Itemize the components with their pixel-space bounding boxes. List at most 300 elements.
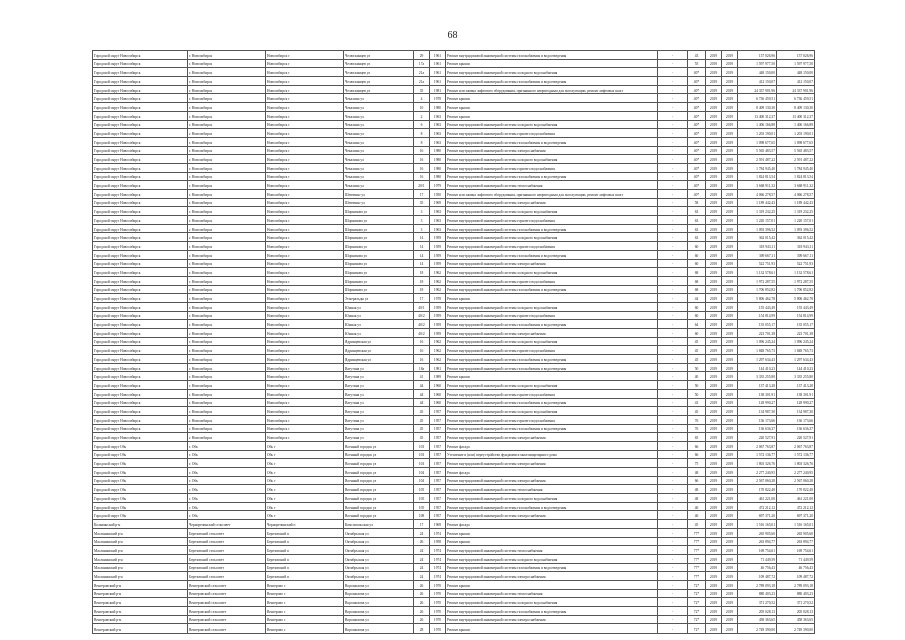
cell-municipality: Венгеровский р-н (93, 580, 188, 589)
cell-cost: 522 751,93 (738, 259, 777, 268)
cell-municipality: Городской округ Обь (93, 468, 188, 477)
cell-municipality: Городской округ Новосибирск (93, 346, 188, 355)
cell-wear: 72* (688, 607, 706, 616)
cell-wear: 40* (688, 129, 706, 138)
cell-locality: Новосибирск г (266, 294, 344, 303)
cell-street: Шорникова ул (344, 224, 414, 233)
cell-street: Чекалина ул (344, 146, 414, 155)
cell-year: 1963 (430, 120, 446, 129)
cell-settlement: г. Новосибирск (188, 242, 266, 251)
table-row (93, 337, 815, 346)
cell-end-year: 2019 (722, 615, 738, 624)
cell-work-type: Ремонт внутридомовой инженерной системы холодного водоснабжения (446, 120, 658, 129)
cell-cost-total: 1 093 396,52 (777, 224, 815, 233)
cell-cost-total: 1 203 190,01 (777, 129, 815, 138)
cell-year: 1959 (430, 329, 446, 338)
cell-street: Ворошилова ул (344, 624, 414, 634)
table-row (93, 163, 815, 172)
cell-start-year: 2019 (706, 511, 722, 520)
cell-municipality: Городской округ Новосибирск (93, 337, 188, 346)
cell-start-year: 2019 (706, 546, 722, 555)
cell-locality: Новосибирск г (266, 103, 344, 112)
cell-street: Чекалина ул (344, 137, 414, 146)
cell-street: Южная ул (344, 329, 414, 338)
cell-cost: 1 572 136,77 (738, 450, 777, 459)
cell-unit: - (658, 494, 688, 503)
cell-municipality: Городской округ Новосибирск (93, 381, 188, 390)
cell-cost: 1 803 326,76 (738, 459, 777, 468)
cell-cost-total: 880 403,23 (777, 589, 815, 598)
cell-locality: Новосибирск г (266, 285, 344, 294)
table-row (93, 441, 815, 450)
cell-cost-total: 1 132 578,61 (777, 268, 815, 277)
cell-house: 17а (414, 59, 430, 68)
cell-cost-total: 412 150,07 (777, 77, 815, 86)
cell-cost-total: 2 067 763,87 (777, 441, 815, 450)
cell-cost-total: 1 297 634,43 (777, 355, 815, 364)
cell-start-year: 2019 (706, 250, 722, 259)
cell-wear: 77* (688, 563, 706, 572)
cell-municipality: Маслянинский р-н (93, 554, 188, 563)
cell-street: Шевченко ул (344, 198, 414, 207)
cell-locality: Новосибирск г (266, 398, 344, 407)
cell-year: 1957 (430, 424, 446, 433)
cell-settlement: г. Новосибирск (188, 224, 266, 233)
cell-house: 21а (414, 77, 430, 86)
cell-cost-total: 1 098 677,65 (777, 137, 815, 146)
cell-start-year: 2019 (706, 572, 722, 581)
cell-cost: 5 806 462,78 (738, 294, 777, 303)
cell-street: Ватутина ул (344, 415, 414, 424)
cell-unit: - (658, 198, 688, 207)
cell-cost-total: 136 636,37 (777, 424, 815, 433)
cell-year: 1957 (430, 494, 446, 503)
cell-street: Шорникова ул (344, 216, 414, 225)
cell-end-year: 2019 (722, 163, 738, 172)
cell-street: Челюскинцев ул (344, 51, 414, 60)
cell-wear: 40* (688, 68, 706, 77)
cell-cost-total: 1 824 813,54 (777, 172, 815, 181)
cell-settlement: г. Новосибирск (188, 407, 266, 416)
cell-work-type: Ремонт внутридомовой инженерной системы холодного водоснабжения (446, 598, 658, 607)
cell-cost: 155 443,49 (738, 302, 777, 311)
table-row (93, 111, 815, 120)
cell-cost-total: 2 789 093,18 (777, 580, 815, 589)
cell-settlement: Венгеровский сельсовет (188, 598, 266, 607)
cell-house: 35 (414, 198, 430, 207)
cell-cost: 2 067 763,87 (738, 441, 777, 450)
cell-cost: 1 516 165,01 (738, 520, 777, 529)
cell-house: 105 (414, 494, 430, 503)
cell-unit: - (658, 363, 688, 372)
cell-municipality: Городской округ Новосибирск (93, 120, 188, 129)
cell-wear: 60 (688, 250, 706, 259)
cell-municipality: Городской округ Новосибирск (93, 433, 188, 442)
cell-end-year: 2019 (722, 363, 738, 372)
table-row (93, 485, 815, 494)
cell-year: 1978 (430, 94, 446, 103)
cell-street: Шевченко ул (344, 190, 414, 199)
cell-cost: 136 173,66 (738, 415, 777, 424)
cell-cost-total: 458 363,65 (777, 615, 815, 624)
cell-wear: 72* (688, 615, 706, 624)
cell-end-year: 2019 (722, 285, 738, 294)
cell-end-year: 2019 (722, 563, 738, 572)
cell-unit: - (658, 103, 688, 112)
cell-end-year: 2019 (722, 77, 738, 86)
cell-municipality: Городской округ Новосибирск (93, 59, 188, 68)
cell-end-year: 2019 (722, 233, 738, 242)
cell-year: 1981 (430, 363, 446, 372)
table-row (93, 476, 815, 485)
cell-start-year: 2019 (706, 607, 722, 616)
table-row (93, 302, 815, 311)
cell-end-year: 2019 (722, 450, 738, 459)
table-row (93, 242, 815, 251)
cell-start-year: 2019 (706, 146, 722, 155)
cell-house: 26 (414, 598, 430, 607)
cell-work-type: Ремонт внутридомовой инженерной системы газоснабжения и водоотведения (446, 51, 658, 60)
cell-end-year: 2019 (722, 51, 738, 60)
cell-municipality: Венгеровский р-н (93, 607, 188, 616)
cell-end-year: 2019 (722, 580, 738, 589)
cell-start-year: 2019 (706, 476, 722, 485)
cell-cost-total: 1 516 165,01 (777, 520, 815, 529)
table-row (93, 137, 815, 146)
cell-start-year: 2019 (706, 329, 722, 338)
cell-settlement: Венгеровский сельсовет (188, 589, 266, 598)
cell-wear: 43 (688, 398, 706, 407)
cell-start-year: 2019 (706, 502, 722, 511)
cell-unit: - (658, 511, 688, 520)
cell-cost-total: 1 972 287,55 (777, 276, 815, 285)
cell-start-year: 2019 (706, 407, 722, 416)
table-row (93, 181, 815, 190)
cell-end-year: 2019 (722, 268, 738, 277)
cell-street: Военный городок ул (344, 468, 414, 477)
cell-settlement: г. Новосибирск (188, 77, 266, 86)
cell-unit: - (658, 216, 688, 225)
cell-end-year: 2019 (722, 137, 738, 146)
cell-street: Чекалина ул (344, 163, 414, 172)
table-row (93, 355, 815, 364)
table-row (93, 172, 815, 181)
cell-cost: 134 987,30 (738, 407, 777, 416)
cell-unit: - (658, 624, 688, 634)
cell-start-year: 2019 (706, 589, 722, 598)
cell-cost: 1 297 634,43 (738, 355, 777, 364)
cell-house: 24 (414, 572, 430, 581)
cell-house: 24 (414, 546, 430, 555)
cell-wear: 77* (688, 572, 706, 581)
cell-end-year: 2019 (722, 146, 738, 155)
cell-cost-total: 3 335 255,80 (777, 372, 815, 381)
cell-start-year: 2019 (706, 294, 722, 303)
cell-street: Чекалина ул (344, 172, 414, 181)
cell-start-year: 2019 (706, 51, 722, 60)
cell-municipality: Городской округ Новосибирск (93, 103, 188, 112)
cell-wear: 68 (688, 268, 706, 277)
cell-cost-total: 1 406 166,88 (777, 120, 815, 129)
cell-settlement: г. Обь (188, 476, 266, 485)
cell-settlement: г. Новосибирск (188, 59, 266, 68)
cell-cost: 144 410,23 (738, 363, 777, 372)
cell-settlement: г. Новосибирск (188, 424, 266, 433)
cell-unit: - (658, 476, 688, 485)
cell-municipality: Городской округ Новосибирск (93, 181, 188, 190)
cell-street: Ватутина ул (344, 433, 414, 442)
cell-end-year: 2019 (722, 407, 738, 416)
cell-unit: - (658, 580, 688, 589)
cell-locality: Новосибирск г (266, 137, 344, 146)
cell-start-year: 2019 (706, 276, 722, 285)
cell-house: 40/2 (414, 311, 430, 320)
cell-cost: 136 636,37 (738, 424, 777, 433)
cell-year: 1970 (430, 615, 446, 624)
cell-cost: 318 943,11 (738, 242, 777, 251)
cell-settlement: г. Новосибирск (188, 190, 266, 199)
cell-end-year: 2019 (722, 346, 738, 355)
cell-cost-total: 4 066 278,57 (777, 190, 815, 199)
cell-year: 1981 (430, 85, 446, 94)
cell-unit: - (658, 59, 688, 68)
cell-start-year: 2019 (706, 355, 722, 364)
cell-street: Чекалина ул (344, 94, 414, 103)
cell-year: 1959 (430, 233, 446, 242)
table-row (93, 320, 815, 329)
cell-house: 10 (414, 103, 430, 112)
table-row (93, 346, 815, 355)
cell-work-type: Ремонт внутридомовой инженерной системы электроснабжения (446, 146, 658, 155)
cell-year: 1974 (430, 546, 446, 555)
cell-locality: Венгерово с (266, 589, 344, 598)
table-row (93, 407, 815, 416)
cell-start-year: 2019 (706, 624, 722, 634)
cell-work-type: Ремонт внутридомовой инженерной системы холодного водоснабжения (446, 207, 658, 216)
cell-cost-total: 13 400 312,37 (777, 111, 815, 120)
cell-start-year: 2019 (706, 155, 722, 164)
cell-cost: 265 905,60 (738, 528, 777, 537)
table-row (93, 155, 815, 164)
cell-municipality: Городской округ Новосибирск (93, 407, 188, 416)
cell-settlement: г. Новосибирск (188, 129, 266, 138)
cell-locality: Венгерово с (266, 615, 344, 624)
cell-unit: - (658, 468, 688, 477)
cell-locality: Новосибирск г (266, 146, 344, 155)
cell-street: Военный городок ул (344, 502, 414, 511)
cell-cost-total: 71 449,59 (777, 554, 815, 563)
cell-start-year: 2019 (706, 242, 722, 251)
cell-start-year: 2019 (706, 207, 722, 216)
cell-house: 17 (414, 520, 430, 529)
cell-cost-total: 362 015,42 (777, 233, 815, 242)
cell-end-year: 2019 (722, 468, 738, 477)
cell-cost-total: 1 803 326,76 (777, 459, 815, 468)
cell-cost-total: 472 212,12 (777, 502, 815, 511)
cell-unit: - (658, 190, 688, 199)
table-row (93, 233, 815, 242)
cell-start-year: 2019 (706, 398, 722, 407)
cell-municipality: Городской округ Новосибирск (93, 51, 188, 60)
cell-year: 1950 (430, 190, 446, 199)
cell-settlement: Березовский сельсовет (188, 563, 266, 572)
cell-unit: - (658, 441, 688, 450)
cell-year: 1962 (430, 276, 446, 285)
cell-locality: Новосибирск г (266, 389, 344, 398)
cell-start-year: 2019 (706, 459, 722, 468)
cell-unit: - (658, 459, 688, 468)
cell-start-year: 2019 (706, 302, 722, 311)
cell-year: 1963 (430, 224, 446, 233)
cell-municipality: Городской округ Новосибирск (93, 311, 188, 320)
table-row (93, 459, 815, 468)
cell-municipality: Городской округ Новосибирск (93, 259, 188, 268)
cell-locality: Новосибирск г (266, 372, 344, 381)
cell-unit: - (658, 407, 688, 416)
cell-municipality: Городской округ Новосибирск (93, 285, 188, 294)
table-row (93, 190, 815, 199)
cell-house: 16 (414, 155, 430, 164)
cell-settlement: г. Новосибирск (188, 146, 266, 155)
cell-house: 16 (414, 337, 430, 346)
cell-work-type: Ремонт внутридомовой инженерной системы холодного водоснабжения (446, 268, 658, 277)
cell-settlement: г. Новосибирск (188, 398, 266, 407)
cell-wear: 50 (688, 363, 706, 372)
cell-end-year: 2019 (722, 68, 738, 77)
cell-street: Ворошилова ул (344, 607, 414, 616)
table-row (93, 433, 815, 442)
cell-work-type: Ремонт внутридомовой инженерной системы горячего водоснабжения (446, 276, 658, 285)
cell-unit: - (658, 320, 688, 329)
cell-settlement: г. Новосибирск (188, 68, 266, 77)
cell-work-type: Ремонт крыши (446, 103, 658, 112)
cell-municipality: Венгеровский р-н (93, 598, 188, 607)
cell-work-type: Ремонт внутридомовой инженерной системы теплоснабжения (446, 485, 658, 494)
cell-unit: - (658, 450, 688, 459)
cell-street: Ватутина ул (344, 389, 414, 398)
cell-settlement: г. Новосибирск (188, 363, 266, 372)
table-row (93, 502, 815, 511)
cell-work-type: Ремонт внутридомовой инженерной системы электроснабжения (446, 433, 658, 442)
cell-cost: 1 848 765,73 (738, 346, 777, 355)
cell-wear: 43 (688, 51, 706, 60)
cell-street: Чекалина ул (344, 181, 414, 190)
cell-locality: Обь г (266, 441, 344, 450)
cell-end-year: 2019 (722, 259, 738, 268)
cell-municipality: Городской округ Новосибирск (93, 294, 188, 303)
cell-year: 1959 (430, 302, 446, 311)
cell-street: Чекалина ул (344, 120, 414, 129)
cell-end-year: 2019 (722, 129, 738, 138)
cell-locality: Новосибирск г (266, 77, 344, 86)
cell-street: Октябрьская ул (344, 537, 414, 546)
table-row (93, 511, 815, 520)
cell-street: Ватутина ул (344, 363, 414, 372)
cell-house: 16 (414, 146, 430, 155)
cell-year: 1957 (430, 433, 446, 442)
cell-locality: Новосибирск г (266, 198, 344, 207)
cell-municipality: Городской округ Обь (93, 485, 188, 494)
cell-end-year: 2019 (722, 242, 738, 251)
cell-cost-total: 2 749 390,00 (777, 624, 815, 634)
cell-wear: 46 (688, 502, 706, 511)
cell-street: Военный городок ул (344, 441, 414, 450)
cell-start-year: 2019 (706, 181, 722, 190)
cell-settlement: г. Обь (188, 494, 266, 503)
cell-settlement: Венгеровский сельсовет (188, 624, 266, 634)
cell-house: 17 (414, 190, 430, 199)
cell-municipality: Городской округ Обь (93, 511, 188, 520)
cell-house: 18а (414, 363, 430, 372)
cell-wear: 40 (688, 372, 706, 381)
cell-unit: - (658, 137, 688, 146)
cell-settlement: г. Обь (188, 468, 266, 477)
cell-year: 1969 (430, 198, 446, 207)
cell-settlement: Черноречинский сельсовет (188, 520, 266, 529)
cell-unit: - (658, 572, 688, 581)
cell-settlement: г. Обь (188, 485, 266, 494)
cell-locality: Березовский п (266, 546, 344, 555)
cell-year: 1974 (430, 563, 446, 572)
table-row (93, 424, 815, 433)
cell-municipality: Городской округ Новосибирск (93, 94, 188, 103)
cell-settlement: г. Новосибирск (188, 415, 266, 424)
cell-start-year: 2019 (706, 485, 722, 494)
cell-end-year: 2019 (722, 607, 738, 616)
cell-unit: - (658, 111, 688, 120)
cell-cost: 1 093 396,52 (738, 224, 777, 233)
cell-locality: Новосибирск г (266, 259, 344, 268)
cell-unit: - (658, 607, 688, 616)
cell-unit: - (658, 528, 688, 537)
cell-end-year: 2019 (722, 103, 738, 112)
cell-locality: Новосибирск г (266, 363, 344, 372)
cell-street: Военный городок ул (344, 511, 414, 520)
cell-wear: 63 (688, 224, 706, 233)
cell-work-type: Ремонт внутридомовой инженерной системы горячего водоснабжения (446, 346, 658, 355)
cell-unit: - (658, 589, 688, 598)
cell-municipality: Городской округ Новосибирск (93, 216, 188, 225)
cell-work-type: Ремонт крыши (446, 624, 658, 634)
cell-start-year: 2019 (706, 216, 722, 225)
cell-unit: - (658, 224, 688, 233)
cell-year: 1959 (430, 320, 446, 329)
cell-work-type: Ремонт крыши (446, 94, 658, 103)
cell-locality: Новосибирск г (266, 250, 344, 259)
cell-municipality: Городской округ Обь (93, 502, 188, 511)
cell-unit: - (658, 381, 688, 390)
cell-year: 1970 (430, 607, 446, 616)
cell-unit: - (658, 294, 688, 303)
cell-locality: Новосибирск г (266, 129, 344, 138)
cell-unit: - (658, 242, 688, 251)
cell-work-type: Ремонт внутридомовой инженерной системы газоснабжения и водоотведения (446, 355, 658, 364)
cell-year: 1979 (430, 181, 446, 190)
table-row (93, 59, 815, 68)
cell-house: 6 (414, 120, 430, 129)
cell-locality: Новосибирск г (266, 433, 344, 442)
table-row (93, 563, 815, 572)
cell-start-year: 2019 (706, 85, 722, 94)
cell-municipality: Маслянинский р-н (93, 572, 188, 581)
cell-settlement: г. Новосибирск (188, 285, 266, 294)
cell-street: Чекалина ул (344, 155, 414, 164)
cell-unit: - (658, 163, 688, 172)
cell-wear: 45 (688, 337, 706, 346)
cell-municipality: Городской округ Новосибирск (93, 146, 188, 155)
cell-start-year: 2019 (706, 381, 722, 390)
cell-house: 18 (414, 285, 430, 294)
